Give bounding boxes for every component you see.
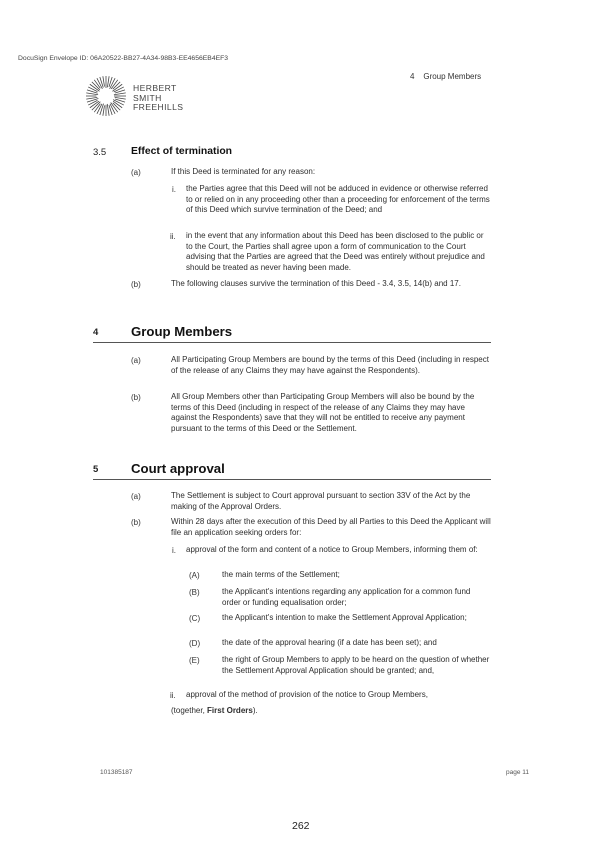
clause-3-5-a-i-label: i.: [172, 185, 176, 194]
bottom-page-number: 262: [292, 820, 310, 832]
section-5-number: 5: [93, 464, 99, 475]
clause-5-b-label: (b): [131, 518, 141, 527]
section-3-5-title: Effect of termination: [131, 146, 233, 157]
clause-3-5-a-text: If this Deed is terminated for any reason:: [171, 167, 316, 176]
clause-3-5-a-i-text: the Parties agree that this Deed will not be adduced in evidence or otherwise referred to or relied on in any proceeding other than a proceeding for enforcement of the terms of this Deed which survive termination of the Deed; and: [186, 184, 490, 215]
section-4-number: 4: [93, 327, 99, 338]
clause-3-5-a-ii-label: ii.: [170, 232, 176, 241]
header-section-name: Group Members: [423, 72, 482, 81]
item-D-label: (D): [189, 639, 201, 648]
section-3-5-number: 3.5: [93, 147, 107, 158]
clause-4-b-text: All Group Members other than Participating Group Members will also be bound by the terms of this Deed (including in respect of the release of any Claims they may have against the Respondents) save that they will not be entitled to receive any payment pursuant to the terms of this Deed or the Settlement.: [171, 392, 475, 433]
item-E-label: (E): [189, 656, 200, 665]
together-definition: [171, 706, 491, 717]
clause-3-5-a-label: (a): [131, 168, 141, 177]
item-B-text: the Applicant's intentions regarding any application for a common fund order or funding equalisation order;: [222, 587, 471, 607]
clause-5-b-i-label: i.: [172, 546, 176, 555]
clause-3-5-b-label: (b): [131, 280, 141, 289]
item-A-text: the main terms of the Settlement;: [222, 570, 340, 579]
section-5-divider: [93, 479, 491, 480]
item-D-text: the date of the approval hearing (if a date has been set); and: [222, 638, 437, 647]
clause-3-5-b-text: The following clauses survive the termination of this Deed - 3.4, 3.5, 14(b) and 17.: [171, 279, 461, 288]
clause-4-b-label: (b): [131, 393, 141, 402]
clause-3-5-a-ii-text: in the event that any information about this Deed has been disclosed to the public or to the Court, the Parties shall agree upon a form of communication to the Court advising that the Parties are agreed that the Deed was entirely without prejudice and should be treated as never having been made.: [186, 231, 485, 272]
firm-name-line-2: SMITH: [133, 92, 162, 103]
item-A-label: (A): [189, 571, 200, 580]
together-prefix: (together,: [171, 706, 208, 715]
firm-name: [133, 84, 183, 113]
clause-4-a-label: (a): [131, 356, 141, 365]
clause-5-b-text: Within 28 days after the execution of this Deed by all Parties to this Deed the Applicant will file an application seeking orders for:: [171, 517, 491, 537]
item-E-text: the right of Group Members to apply to be heard on the question of whether the Settlement Approval Application should be granted; and,: [222, 655, 490, 675]
header-section-number: 4: [410, 72, 415, 81]
together-suffix: ).: [252, 706, 258, 715]
section-4-title: Group Members: [131, 324, 233, 339]
docusign-envelope-id: DocuSign Envelope ID: 06A20522-BB27-4A34-98B3-EE4656EB4EF3: [18, 55, 229, 62]
footer-document-id: 101385187: [100, 769, 133, 776]
clause-5-b-ii-label: ii.: [170, 691, 176, 700]
item-C-text: the Applicant's intention to make the Settlement Approval Application;: [222, 613, 467, 622]
clause-5-a-text: The Settlement is subject to Court approval pursuant to section 33V of the Act by the making of the Approval Orders.: [171, 491, 471, 511]
clause-5-b-ii-text: approval of the method of provision of the notice to Group Members,: [186, 690, 428, 699]
firm-name-line-3: FREEHILLS: [133, 102, 184, 113]
item-B-label: (B): [189, 588, 200, 597]
clause-5-b-i-text: approval of the form and content of a notice to Group Members, informing them of:: [186, 545, 478, 554]
footer-page-label: page 11: [506, 769, 530, 776]
section-4-divider: [93, 342, 491, 343]
clause-4-a-text: All Participating Group Members are bound by the terms of this Deed (including in respect of the release of any Claims they may have against the Respondents).: [171, 355, 489, 375]
item-C-label: (C): [189, 614, 201, 623]
defined-term-first-orders: First Orders: [207, 706, 253, 715]
clause-5-a-label: (a): [131, 492, 141, 501]
firm-logo-icon: [84, 74, 128, 118]
section-5-title: Court approval: [131, 461, 225, 476]
firm-name-line-1: HERBERT: [133, 83, 177, 93]
running-header: [410, 72, 481, 81]
